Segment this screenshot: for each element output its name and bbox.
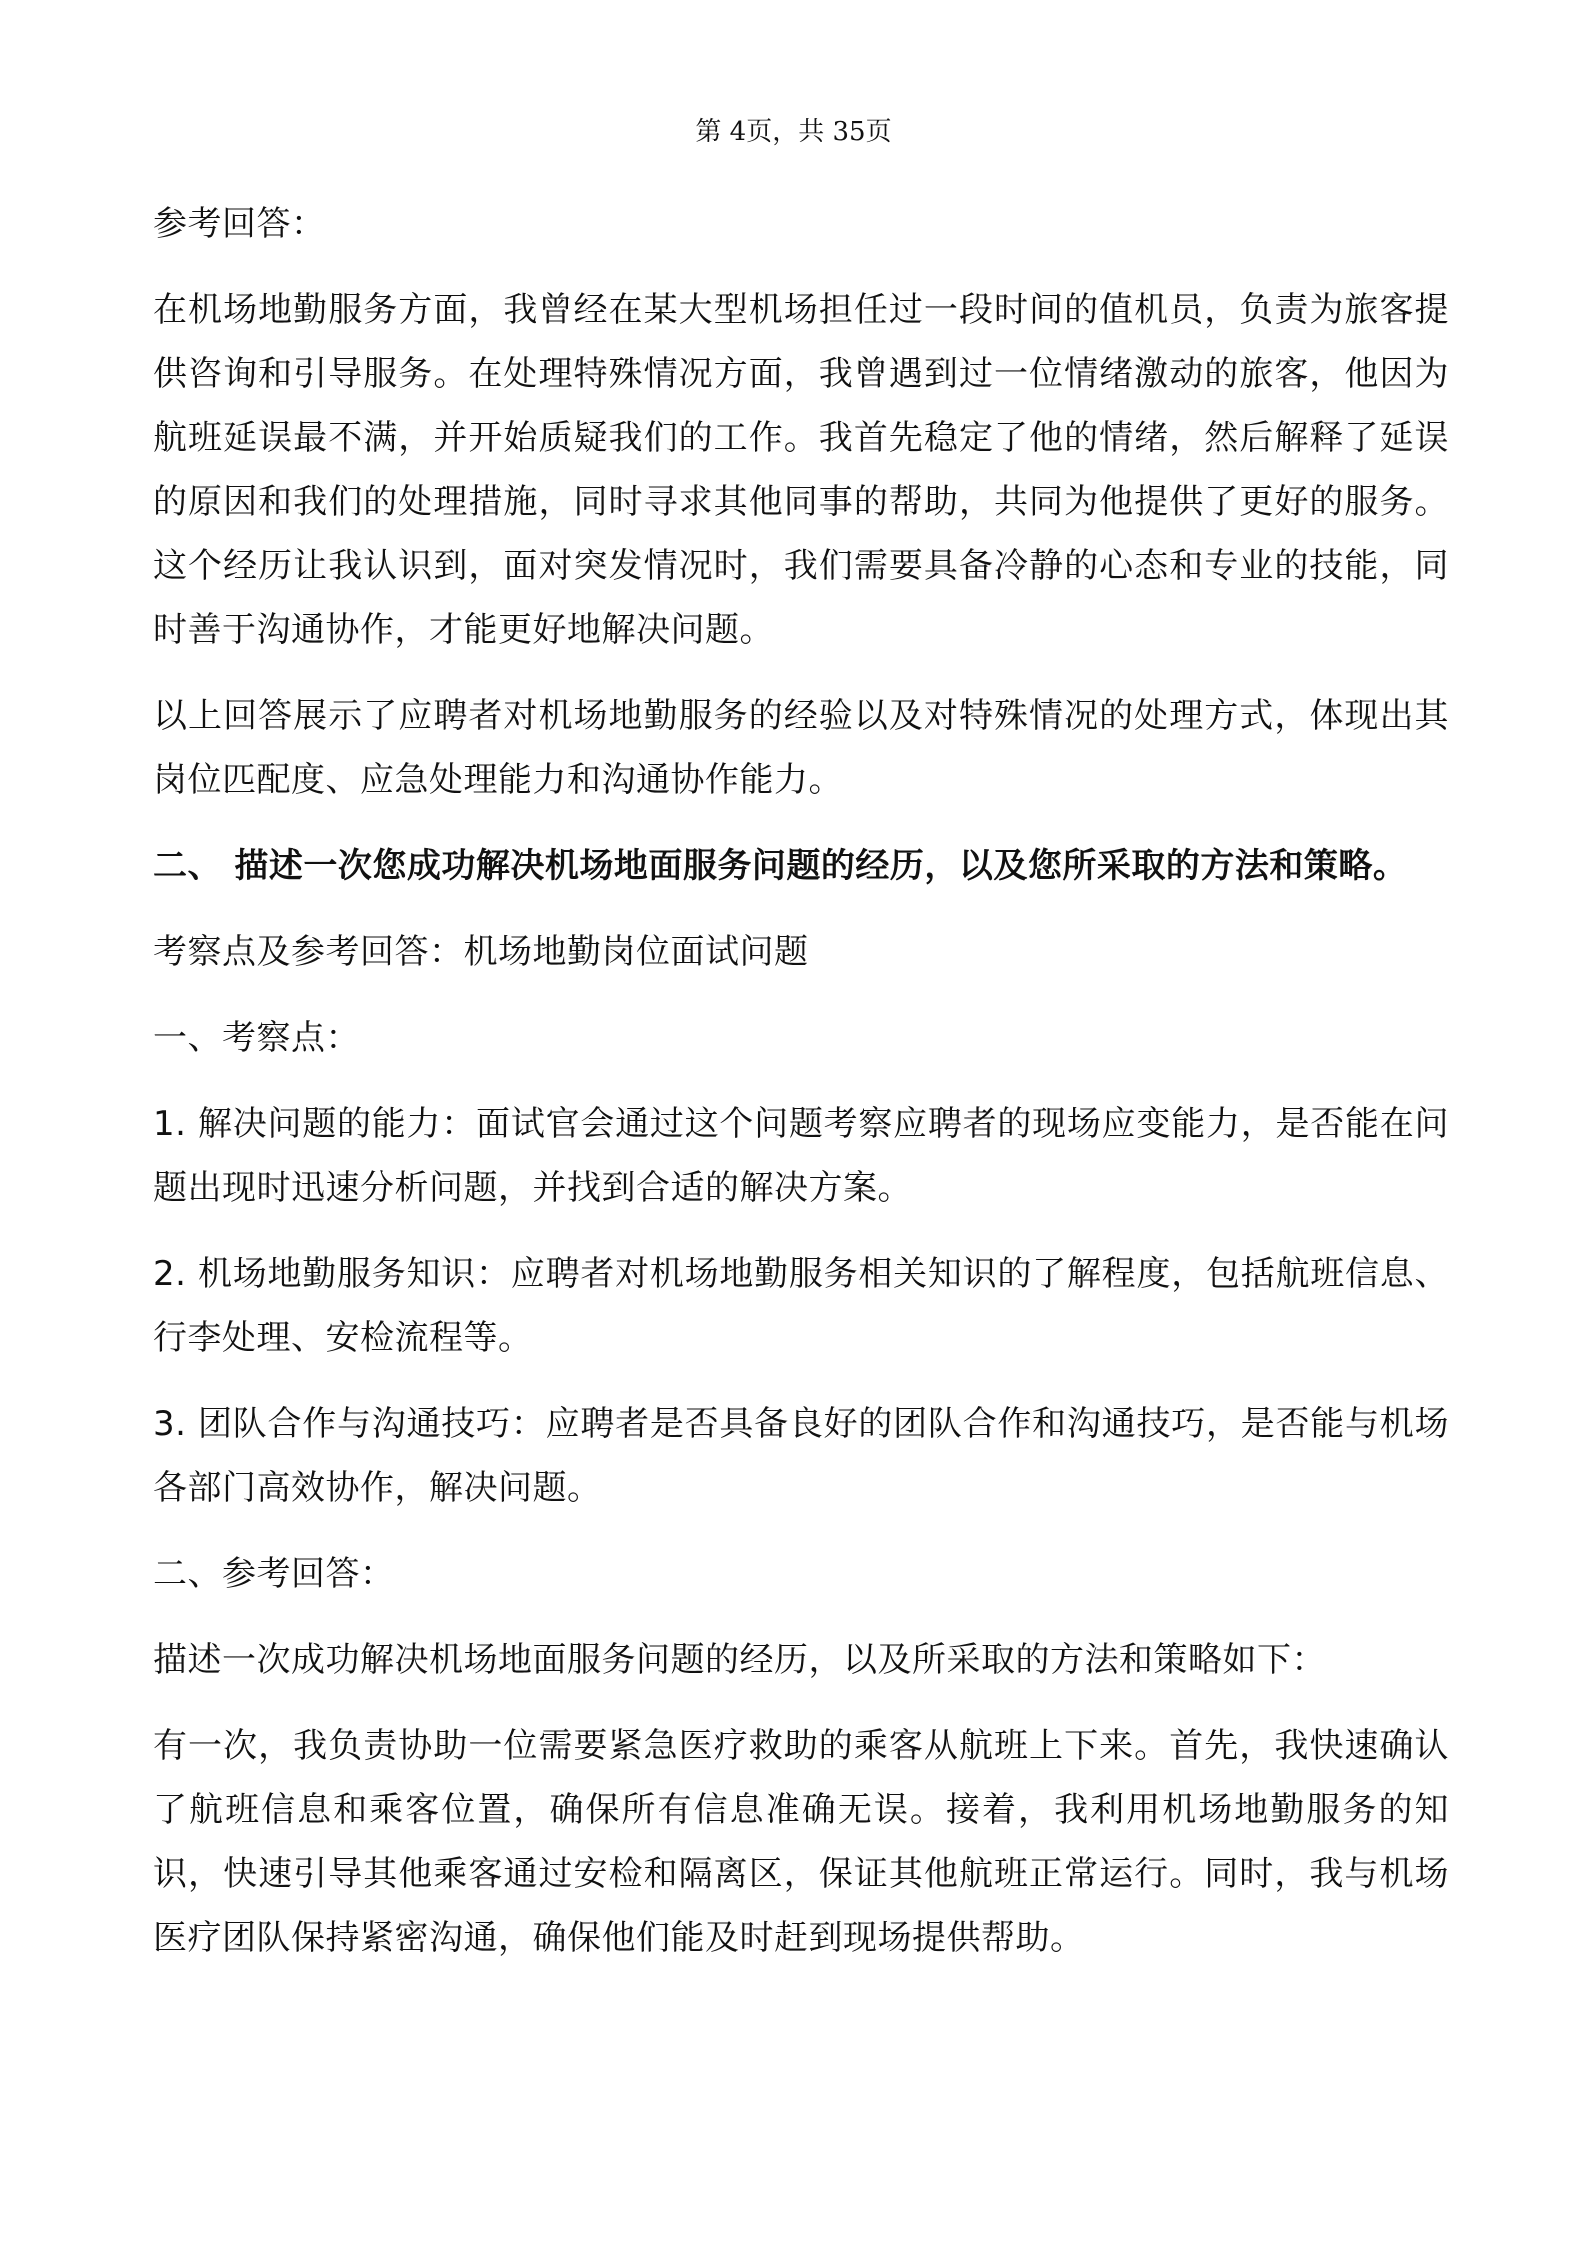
subsection-heading-answer: 二、参考回答：: [153, 1554, 395, 1594]
list-item: 1. 解决问题的能力：面试官会通过这个问题考察应聘者的现场应变能力，是否能在问题出现时迅速分析问题，并找到合适的解决方案。: [153, 1104, 1449, 1208]
reference-answer-label: 参考回答：: [153, 204, 326, 244]
section-intro: 考察点及参考回答：机场地勤岗位面试问题: [153, 932, 809, 972]
answer-intro: 描述一次成功解决机场地面服务问题的经历，以及所采取的方法和策略如下：: [153, 1640, 1326, 1680]
subsection-heading-assessment: 一、考察点：: [153, 1018, 360, 1058]
answer-paragraph: 在机场地勤服务方面，我曾经在某大型机场担任过一段时间的值机员，负责为旅客提供咨询和引导服务。在处理特殊情况方面，我曾遇到过一位情绪激动的旅客，他因为航班延误最不满，并开始质疑我们的工作。我首先稳定了他的情绪，然后解释了延误的原因和我们的处理措施，同时寻求其他同事的帮助，共同为他提供了更好的服务。这个经历让我认识到，面对突发情况时，我们需要具备冷静的心态和专业的技能，同时善于沟通协作，才能更好地解决问题。: [153, 290, 1449, 650]
document-body: [153, 192, 1449, 1992]
answer-story-paragraph: 有一次，我负责协助一位需要紧急医疗救助的乘客从航班上下来。首先，我快速确认了航班信息和乘客位置，确保所有信息准确无误。接着，我利用机场地勤服务的知识，快速引导其他乘客通过安检和隔离区，保证其他航班正常运行。同时，我与机场医疗团队保持紧密沟通，确保他们能及时赶到现场提供帮助。: [153, 1726, 1449, 1958]
page-number-header: 第 4页，共 35页: [695, 117, 892, 147]
list-item: 3. 团队合作与沟通技巧：应聘者是否具备良好的团队合作和沟通技巧，是否能与机场各部门高效协作，解决问题。: [153, 1404, 1449, 1508]
list-item: 2. 机场地勤服务知识：应聘者对机场地勤服务相关知识的了解程度，包括航班信息、行李处理、安检流程等。: [153, 1254, 1449, 1358]
question-heading: 二、 描述一次您成功解决机场地面服务问题的经历，以及您所采取的方法和策略。: [153, 846, 1408, 886]
summary-paragraph: 以上回答展示了应聘者对机场地勤服务的经验以及对特殊情况的处理方式，体现出其岗位匹配度、应急处理能力和沟通协作能力。: [153, 696, 1449, 800]
